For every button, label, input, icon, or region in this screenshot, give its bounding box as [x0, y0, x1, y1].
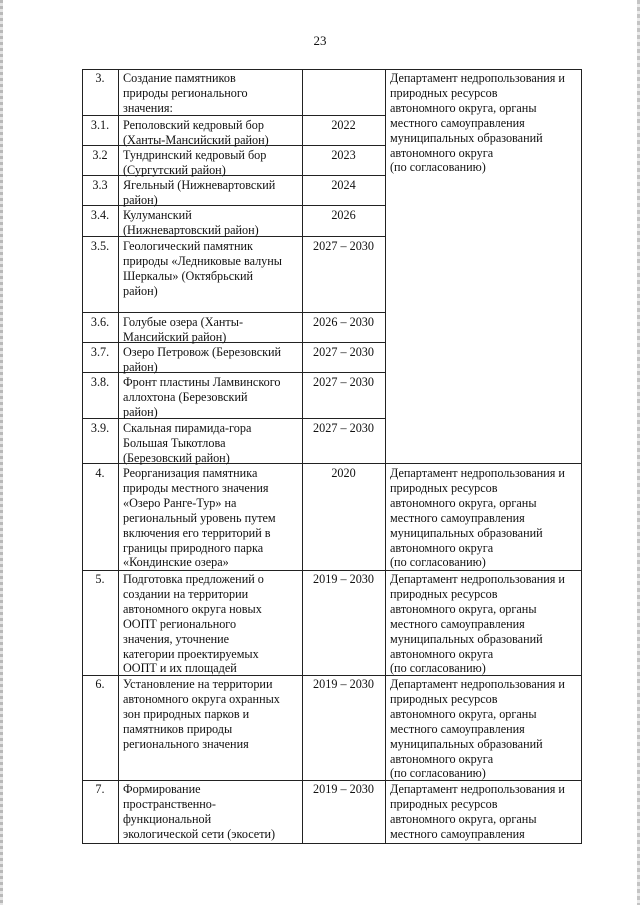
item-name: Установление на территории автономного округа охранных зон природных парков и памятников природы регионального значения: [123, 677, 280, 751]
item-period: 2022: [331, 118, 356, 132]
measures-table: [82, 69, 582, 844]
item-number: 3.4.: [90, 208, 110, 222]
item-organization: Департамент недропользования и природных ресурсов автономного округа, органы местного самоуправления муниципальных образований автономного округа (по согласованию): [390, 466, 565, 570]
item-period: 2019 – 2030: [313, 572, 374, 586]
item-period: 2019 – 2030: [313, 677, 374, 691]
item-name: Геологический памятник природы «Ледниковые валуны Шеркалы» (Октябрьский район): [123, 239, 282, 298]
item-period: 2027 – 2030: [313, 345, 374, 359]
item-organization: Департамент недропользования и природных ресурсов автономного округа, органы местного самоуправления муниципальных образований автономного округа (по согласованию): [390, 71, 565, 175]
item-number: 4.: [95, 466, 105, 480]
item-number: 3.2: [92, 148, 108, 162]
item-name: Подготовка предложений о создании на территории автономного округа новых ООПТ регионального значения, уточнение категории проектируемых ООПТ и их площадей: [123, 572, 264, 676]
column-divider-year: [385, 69, 386, 844]
item-number: 5.: [95, 572, 105, 586]
item-name: Кулуманский (Нижневартовский район): [123, 208, 259, 237]
item-name: Тундринский кедровый бор (Сургутский район): [123, 148, 267, 177]
item-name: Скальная пирамида-гора Большая Тыкотлова (Березовский район): [123, 421, 252, 465]
item-name: Фронт пластины Ламвинского аллохтона (Березовский район): [123, 375, 281, 419]
item-name: Реорганизация памятника природы местного значения «Озеро Ранге-Тур» на региональный уровень путем включения его территорий в границы природного парка «Кондинские озера»: [123, 466, 276, 570]
item-period: 2026: [331, 208, 356, 222]
item-number: 3.3: [92, 178, 108, 192]
item-period: 2019 – 2030: [313, 782, 374, 796]
page-number: 23: [313, 33, 327, 48]
item-number: 7.: [95, 782, 105, 796]
item-period: 2027 – 2030: [313, 421, 374, 435]
item-name: Голубые озера (Ханты- Мансийский район): [123, 315, 243, 344]
item-number: 3.9.: [90, 421, 110, 435]
item-number: 3.8.: [90, 375, 110, 389]
item-name: Ягельный (Нижневартовский район): [123, 178, 276, 207]
item-period: 2027 – 2030: [313, 239, 374, 253]
item-organization: Департамент недропользования и природных ресурсов автономного округа, органы местного самоуправления муниципальных образований автономного округа (по согласованию): [390, 677, 565, 781]
item-number: 3.6.: [90, 315, 110, 329]
item-period: 2020: [331, 466, 356, 480]
item-name: Озеро Петровож (Березовский район): [123, 345, 282, 374]
item-organization: Департамент недропользования и природных ресурсов автономного округа, органы местного самоуправления муниципальных образований автономного округа (по согласованию): [390, 572, 565, 676]
table-border-bottom: [82, 843, 582, 844]
item-number: 3.5.: [90, 239, 110, 253]
item-organization: Департамент недропользования и природных ресурсов автономного округа, органы местного самоуправления: [390, 782, 565, 841]
column-divider-number: [118, 69, 119, 844]
item-number: 3.7.: [90, 345, 110, 359]
item-name: Реполовский кедровый бор (Ханты-Мансийский район): [123, 118, 269, 147]
item-name: Создание памятников природы регионального значения:: [123, 71, 248, 115]
item-number: 6.: [95, 677, 105, 691]
item-name: Формирование пространственно- функциональной экологической сети (экосети): [123, 782, 276, 841]
item-period: 2023: [331, 148, 356, 162]
item-period: 2024: [331, 178, 356, 192]
item-number: 3.: [95, 71, 105, 85]
table-border-top: [82, 69, 582, 70]
item-period: 2026 – 2030: [313, 315, 374, 329]
scan-edge-left: [0, 0, 3, 905]
row-divider: [82, 312, 386, 313]
item-period: 2027 – 2030: [313, 375, 374, 389]
item-number: 3.1.: [90, 118, 110, 132]
